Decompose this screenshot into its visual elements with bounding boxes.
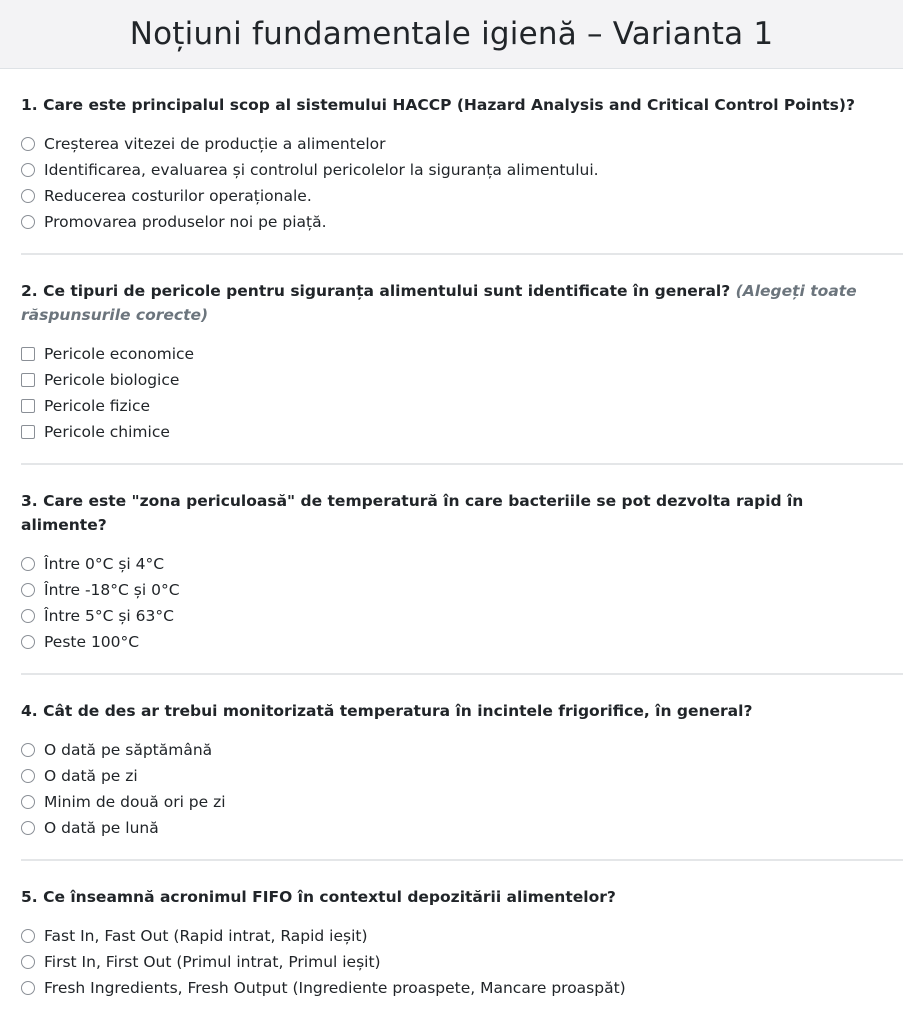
answer-option[interactable] <box>21 763 903 789</box>
answer-option[interactable] <box>21 603 903 629</box>
answer-option[interactable] <box>21 923 903 949</box>
question-text: 4. Cât de des ar trebui monitorizată temperatura în incintele frigorifice, în general? <box>21 702 753 720</box>
radio-button[interactable] <box>21 743 35 757</box>
question-text: 1. Care este principalul scop al sistemului HACCP (Hazard Analysis and Critical Control Points)? <box>21 96 855 114</box>
answer-label: Creșterea vitezei de producție a alimentelor <box>44 135 386 153</box>
answer-option[interactable] <box>21 131 903 157</box>
answer-label: O dată pe zi <box>44 767 138 785</box>
page-title: Noțiuni fundamentale igienă – Varianta 1 <box>129 16 774 52</box>
radio-button[interactable] <box>21 137 35 151</box>
answer-label: Fast In, Fast Out (Rapid intrat, Rapid ieșit) <box>44 927 368 945</box>
answer-option[interactable] <box>21 577 903 603</box>
answer-option[interactable] <box>21 341 903 367</box>
radio-button[interactable] <box>21 215 35 229</box>
answer-label: Pericole fizice <box>44 397 151 415</box>
radio-button[interactable] <box>21 163 35 177</box>
checkbox[interactable] <box>21 347 35 361</box>
answer-label: Pericole economice <box>44 345 195 363</box>
answer-label: Între -18°C și 0°C <box>44 581 180 599</box>
page-header <box>0 0 903 69</box>
radio-button[interactable] <box>21 955 35 969</box>
answer-option[interactable] <box>21 183 903 209</box>
question-text: 3. Care este "zona periculoasă" de temperatură în care bacteriile se pot dezvolta rapid în alimente? <box>21 492 804 534</box>
answer-option[interactable] <box>21 209 903 235</box>
radio-button[interactable] <box>21 189 35 203</box>
answer-option[interactable] <box>21 949 903 975</box>
answer-option[interactable] <box>21 419 903 445</box>
answer-label: Pericole biologice <box>44 371 180 389</box>
answer-option[interactable] <box>21 737 903 763</box>
answer-label: Reducerea costurilor operaționale. <box>44 187 312 205</box>
radio-button[interactable] <box>21 769 35 783</box>
question-5 <box>21 861 903 1019</box>
radio-button[interactable] <box>21 981 35 995</box>
answer-option[interactable] <box>21 157 903 183</box>
question-1 <box>21 69 903 255</box>
answer-label: Între 0°C și 4°C <box>44 555 165 573</box>
radio-button[interactable] <box>21 821 35 835</box>
answer-label: Peste 100°C <box>44 633 140 651</box>
answer-option[interactable] <box>21 815 903 841</box>
answer-option[interactable] <box>21 789 903 815</box>
answer-label: Promovarea produselor noi pe piață. <box>44 213 327 231</box>
answer-label: Între 5°C și 63°C <box>44 607 174 625</box>
answer-label: O dată pe săptămână <box>44 741 213 759</box>
answer-option[interactable] <box>21 367 903 393</box>
answer-option[interactable] <box>21 393 903 419</box>
radio-button[interactable] <box>21 635 35 649</box>
checkbox[interactable] <box>21 425 35 439</box>
radio-button[interactable] <box>21 795 35 809</box>
answer-option[interactable] <box>21 551 903 577</box>
answer-label: Pericole chimice <box>44 423 170 441</box>
quiz-form <box>0 69 903 1019</box>
answer-label: Minim de două ori pe zi <box>44 793 226 811</box>
checkbox[interactable] <box>21 373 35 387</box>
question-text: 5. Ce înseamnă acronimul FIFO în contextul depozitării alimentelor? <box>21 888 616 906</box>
answer-label: Identificarea, evaluarea și controlul pericolelor la siguranța alimentului. <box>44 161 599 179</box>
answer-option[interactable] <box>21 975 903 1001</box>
answer-option[interactable] <box>21 629 903 655</box>
question-2 <box>21 255 903 465</box>
answer-label: First In, First Out (Primul intrat, Primul ieșit) <box>44 953 381 971</box>
question-3 <box>21 465 903 675</box>
answer-label: Fresh Ingredients, Fresh Output (Ingrediente proaspete, Mancare proaspăt) <box>44 979 626 997</box>
question-hint: (Alegeți toate răspunsurile corecte) <box>21 282 857 324</box>
question-4 <box>21 675 903 861</box>
radio-button[interactable] <box>21 609 35 623</box>
radio-button[interactable] <box>21 583 35 597</box>
answer-label: O dată pe lună <box>44 819 159 837</box>
radio-button[interactable] <box>21 557 35 571</box>
checkbox[interactable] <box>21 399 35 413</box>
question-text: 2. Ce tipuri de pericole pentru siguranța alimentului sunt identificate în general? (Alegeți toate răspunsurile corecte) <box>21 282 857 324</box>
radio-button[interactable] <box>21 929 35 943</box>
